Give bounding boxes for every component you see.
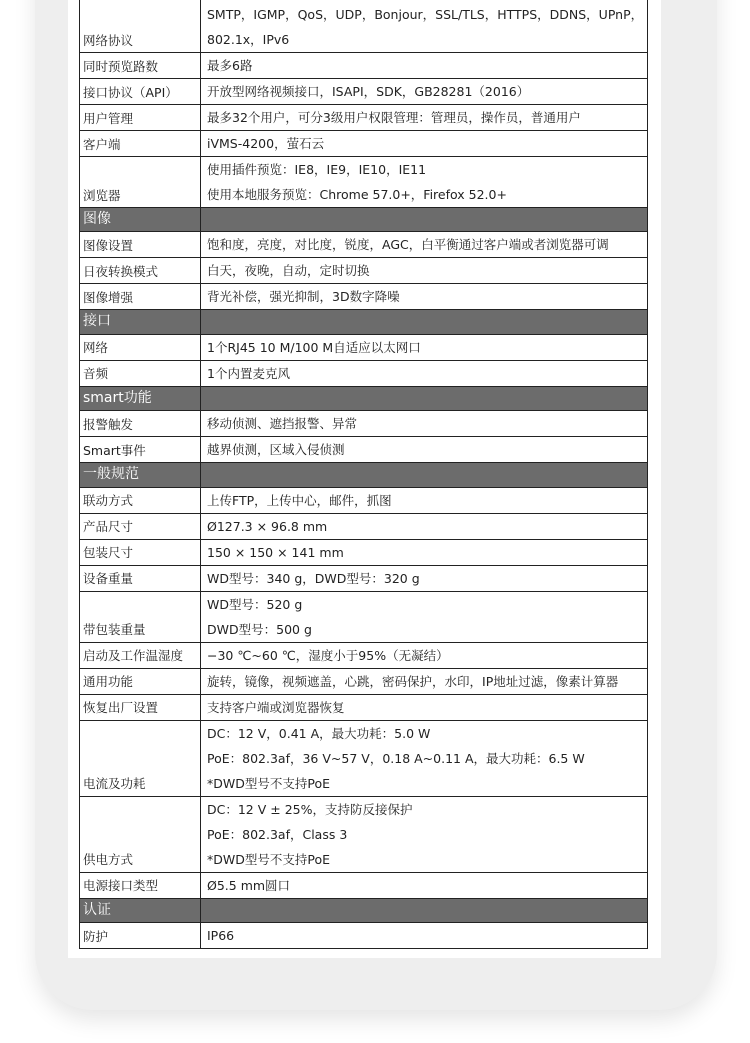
spec-row xyxy=(80,105,648,131)
spec-label: 音频 xyxy=(80,360,201,386)
spec-row xyxy=(80,0,648,53)
spec-label: 客户端 xyxy=(80,131,201,157)
spec-label: 恢复出厂设置 xyxy=(80,694,201,720)
spec-value-line: *DWD型号不支持PoE xyxy=(207,851,330,867)
spec-value-line: 802.1x，IPv6 xyxy=(207,32,290,47)
section-header xyxy=(80,898,648,922)
spec-row xyxy=(80,437,648,463)
section-header-fill xyxy=(201,386,648,410)
section-header xyxy=(80,463,648,487)
section-header-fill xyxy=(201,463,648,487)
spec-label: 供电方式 xyxy=(80,796,201,872)
spec-label: 启动及工作温湿度 xyxy=(80,642,201,668)
spec-label: 设备重量 xyxy=(80,565,201,591)
section-header xyxy=(80,310,648,334)
spec-row xyxy=(80,668,648,694)
spec-label: 用户管理 xyxy=(80,105,201,131)
spec-value xyxy=(201,360,648,386)
spec-label: 防护 xyxy=(80,923,201,949)
spec-value-line: Ø5.5 mm圆口 xyxy=(207,877,291,893)
spec-value xyxy=(201,591,648,642)
section-title: 认证 xyxy=(80,898,201,922)
section-title: 接口 xyxy=(80,310,201,334)
spec-row xyxy=(80,131,648,157)
spec-row xyxy=(80,487,648,513)
spec-value xyxy=(201,105,648,131)
section-header-fill xyxy=(201,898,648,922)
spec-value xyxy=(201,334,648,360)
spec-row xyxy=(80,796,648,872)
spec-value xyxy=(201,157,648,208)
spec-label: 带包装重量 xyxy=(80,591,201,642)
spec-value-line: 开放型网络视频接口，ISAPI，SDK，GB28281（2016） xyxy=(207,84,530,99)
spec-label: 通用功能 xyxy=(80,668,201,694)
spec-value xyxy=(201,513,648,539)
spec-value-line: 使用本地服务预览：Chrome 57.0+，Firefox 52.0+ xyxy=(207,187,507,202)
spec-value-line: *DWD型号不支持PoE xyxy=(207,775,330,791)
spec-row xyxy=(80,360,648,386)
spec-value xyxy=(201,796,648,872)
spec-value xyxy=(201,872,648,898)
spec-value-line: iVMS-4200，萤石云 xyxy=(207,136,325,151)
spec-row xyxy=(80,79,648,105)
spec-row xyxy=(80,872,648,898)
spec-value xyxy=(201,720,648,796)
spec-value xyxy=(201,53,648,79)
spec-label: 日夜转换模式 xyxy=(80,258,201,284)
spec-row xyxy=(80,513,648,539)
spec-table xyxy=(79,0,648,949)
spec-label: 电源接口类型 xyxy=(80,872,201,898)
spec-value-line: IP66 xyxy=(207,928,235,944)
spec-value-line: PoE：802.3af，Class 3 xyxy=(207,826,348,842)
spec-value-line: WD型号：520 g xyxy=(207,596,303,612)
spec-value-line: 1个内置麦克风 xyxy=(207,365,290,381)
spec-value xyxy=(201,539,648,565)
spec-row xyxy=(80,642,648,668)
spec-label: 网络协议 xyxy=(80,0,201,53)
spec-value xyxy=(201,923,648,949)
spec-value xyxy=(201,642,648,668)
spec-value-line: 白天，夜晚，自动，定时切换 xyxy=(207,263,370,279)
spec-row xyxy=(80,565,648,591)
spec-value xyxy=(201,487,648,513)
spec-value-line: SMTP，IGMP，QoS，UDP，Bonjour，SSL/TLS，HTTPS，DDNS，UPnP， xyxy=(207,7,644,22)
spec-value-line: −30 ℃~60 ℃，湿度小于95%（无凝结） xyxy=(207,647,449,663)
spec-row xyxy=(80,411,648,437)
spec-row xyxy=(80,923,648,949)
spec-row xyxy=(80,591,648,642)
spec-label: Smart事件 xyxy=(80,437,201,463)
spec-value-line: 背光补偿，强光抑制，3D数字降噪 xyxy=(207,289,400,305)
section-title: 图像 xyxy=(80,208,201,232)
spec-row xyxy=(80,334,648,360)
spec-value-line: 最多32个用户，可分3级用户权限管理：管理员，操作员，普通用户 xyxy=(207,110,581,125)
spec-value xyxy=(201,437,648,463)
spec-value xyxy=(201,668,648,694)
spec-row xyxy=(80,258,648,284)
spec-value-line: 旋转，镜像，视频遮盖，心跳，密码保护，水印，IP地址过滤，像素计算器 xyxy=(207,673,619,689)
spec-value-line: 1个RJ45 10 M/100 M自适应以太网口 xyxy=(207,339,421,355)
spec-value-line: DWD型号：500 g xyxy=(207,621,312,637)
spec-row xyxy=(80,284,648,310)
section-title: 一般规范 xyxy=(80,463,201,487)
spec-value-line: 150 × 150 × 141 mm xyxy=(207,544,344,560)
spec-label: 网络 xyxy=(80,334,201,360)
spec-value-line: 使用插件预览：IE8，IE9，IE10，IE11 xyxy=(207,162,427,177)
spec-label: 电流及功耗 xyxy=(80,720,201,796)
spec-label: 同时预览路数 xyxy=(80,53,201,79)
spec-value-line: PoE：802.3af，36 V~57 V，0.18 A~0.11 A，最大功耗：6.5 W xyxy=(207,750,585,766)
spec-label: 图像增强 xyxy=(80,284,201,310)
spec-value xyxy=(201,79,648,105)
spec-value xyxy=(201,694,648,720)
spec-value xyxy=(201,284,648,310)
spec-value-line: 移动侦测、遮挡报警、异常 xyxy=(207,416,358,432)
spec-value xyxy=(201,411,648,437)
spec-value-line: DC：12 V，0.41 A，最大功耗：5.0 W xyxy=(207,725,431,741)
spec-value-line: 上传FTP，上传中心，邮件，抓图 xyxy=(207,492,392,508)
spec-value-line: 越界侦测，区域入侵侦测 xyxy=(207,442,345,458)
spec-value xyxy=(201,258,648,284)
spec-row xyxy=(80,694,648,720)
spec-value-line: WD型号：340 g，DWD型号：320 g xyxy=(207,570,420,586)
spec-value xyxy=(201,0,648,53)
spec-value xyxy=(201,565,648,591)
spec-label: 包装尺寸 xyxy=(80,539,201,565)
spec-value-line: 饱和度，亮度，对比度，锐度，AGC，白平衡通过客户端或者浏览器可调 xyxy=(207,237,609,253)
spec-row xyxy=(80,720,648,796)
section-header xyxy=(80,208,648,232)
section-header-fill xyxy=(201,310,648,334)
spec-row xyxy=(80,232,648,258)
section-header-fill xyxy=(201,208,648,232)
section-title: smart功能 xyxy=(80,386,201,410)
spec-row xyxy=(80,53,648,79)
spec-label: 接口协议（API） xyxy=(80,79,201,105)
spec-label: 图像设置 xyxy=(80,232,201,258)
spec-value xyxy=(201,232,648,258)
spec-row xyxy=(80,157,648,208)
spec-value-line: 支持客户端或浏览器恢复 xyxy=(207,699,345,715)
spec-label: 产品尺寸 xyxy=(80,513,201,539)
spec-value-line: 最多6路 xyxy=(207,58,253,73)
spec-label: 浏览器 xyxy=(80,157,201,208)
spec-label: 联动方式 xyxy=(80,487,201,513)
spec-value xyxy=(201,131,648,157)
spec-row xyxy=(80,539,648,565)
spec-label: 报警触发 xyxy=(80,411,201,437)
spec-value-line: DC：12 V ± 25%，支持防反接保护 xyxy=(207,801,413,817)
spec-value-line: Ø127.3 × 96.8 mm xyxy=(207,518,328,534)
section-header xyxy=(80,386,648,410)
